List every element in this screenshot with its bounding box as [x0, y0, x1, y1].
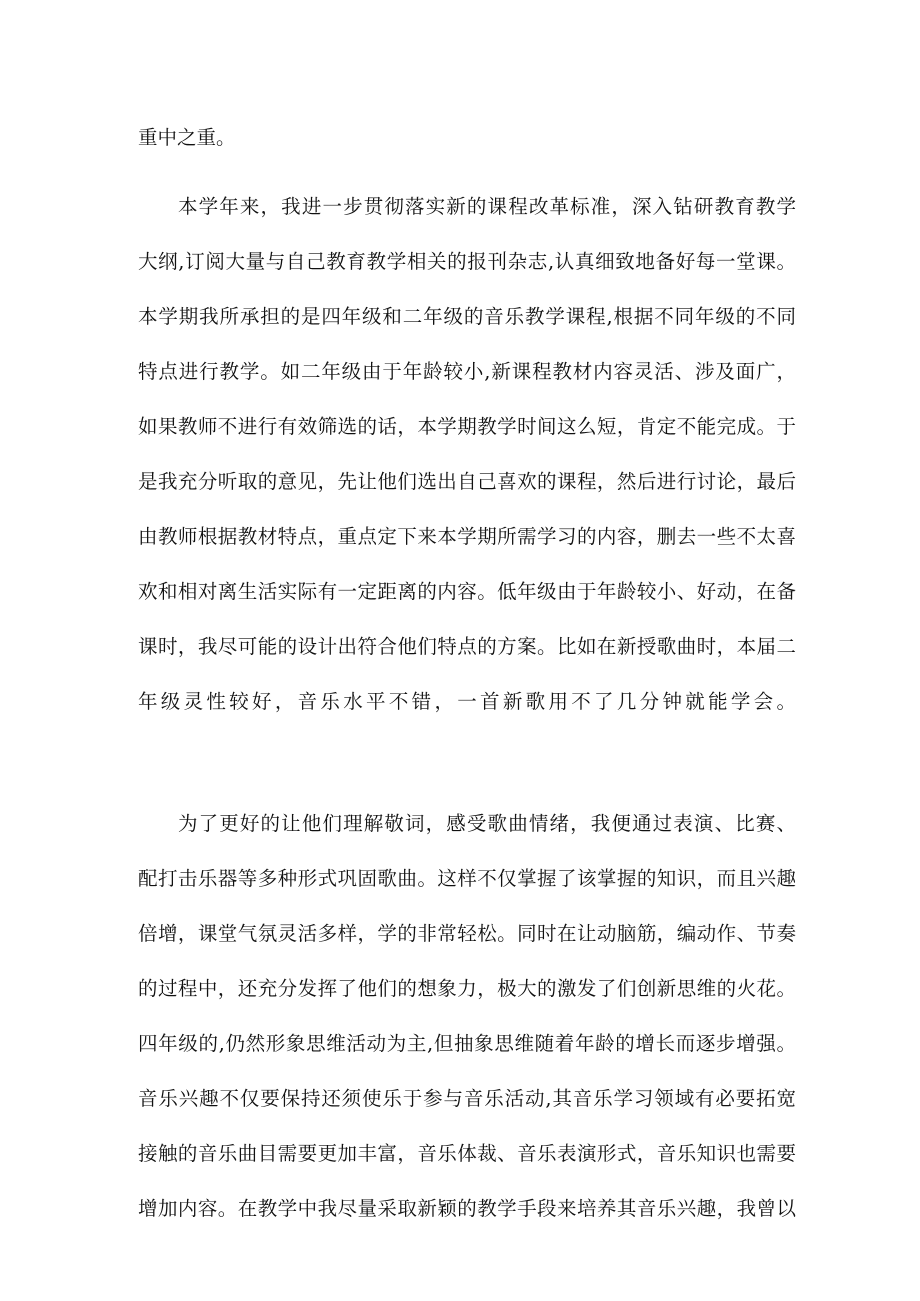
- text-line: 课时，我尽可能的设计出符合他们特点的方案。比如在新授歌曲时，本届二: [138, 635, 796, 658]
- text-line: 本学年来，我进一步贯彻落实新的课程改革标准，深入钻研教育教学: [178, 195, 796, 218]
- text-line: 大纲,订阅大量与自己教育教学相关的报刊杂志,认真细致地备好每一堂课。: [138, 250, 796, 273]
- text-line: 倍增，课堂气氛灵活多样，学的非常轻松。同时在让动脑筋，编动作、节奏: [138, 922, 796, 945]
- text-line: 音乐兴趣不仅要保持还须使乐于参与音乐活动,其音乐学习领域有必要拓宽: [138, 1087, 796, 1110]
- text-line: 年级灵性较好，音乐水平不错，一首新歌用不了几分钟就能学会。: [138, 690, 796, 713]
- text-line: 重中之重。: [138, 126, 236, 149]
- text-line: 四年级的,仍然形象思维活动为主,但抽象思维随着年龄的增长而逐步增强。: [138, 1032, 796, 1055]
- text-line: 本学期我所承担的是四年级和二年级的音乐教学课程,根据不同年级的不同: [138, 305, 796, 328]
- text-line: 接触的音乐曲目需要更加丰富，音乐体裁、音乐表演形式，音乐知识也需要: [138, 1142, 796, 1165]
- text-line: 如果教师不进行有效筛选的话，本学期教学时间这么短，肯定不能完成。于: [138, 415, 796, 438]
- text-line: 由教师根据教材特点，重点定下来本学期所需学习的内容，删去一些不太喜: [138, 525, 796, 548]
- text-line: 增加内容。在教学中我尽量采取新颖的教学手段来培养其音乐兴趣，我曾以: [138, 1197, 796, 1220]
- text-line: 是我充分听取的意见，先让他们选出自己喜欢的课程，然后进行讨论，最后: [138, 470, 796, 493]
- text-line: 欢和相对离生活实际有一定距离的内容。低年级由于年龄较小、好动，在备: [138, 580, 796, 603]
- text-line: 配打击乐器等多种形式巩固歌曲。这样不仅掌握了该掌握的知识，而且兴趣: [138, 867, 796, 890]
- text-line: [138, 737, 796, 777]
- text-line: 特点进行教学。如二年级由于年龄较小,新课程教材内容灵活、涉及面广，: [138, 360, 796, 383]
- text-line: 为了更好的让他们理解敬词，感受歌曲情绪，我便通过表演、比赛、: [178, 812, 796, 835]
- text-line: 的过程中，还充分发挥了他们的想象力，极大的激发了们创新思维的火花。: [138, 977, 796, 1000]
